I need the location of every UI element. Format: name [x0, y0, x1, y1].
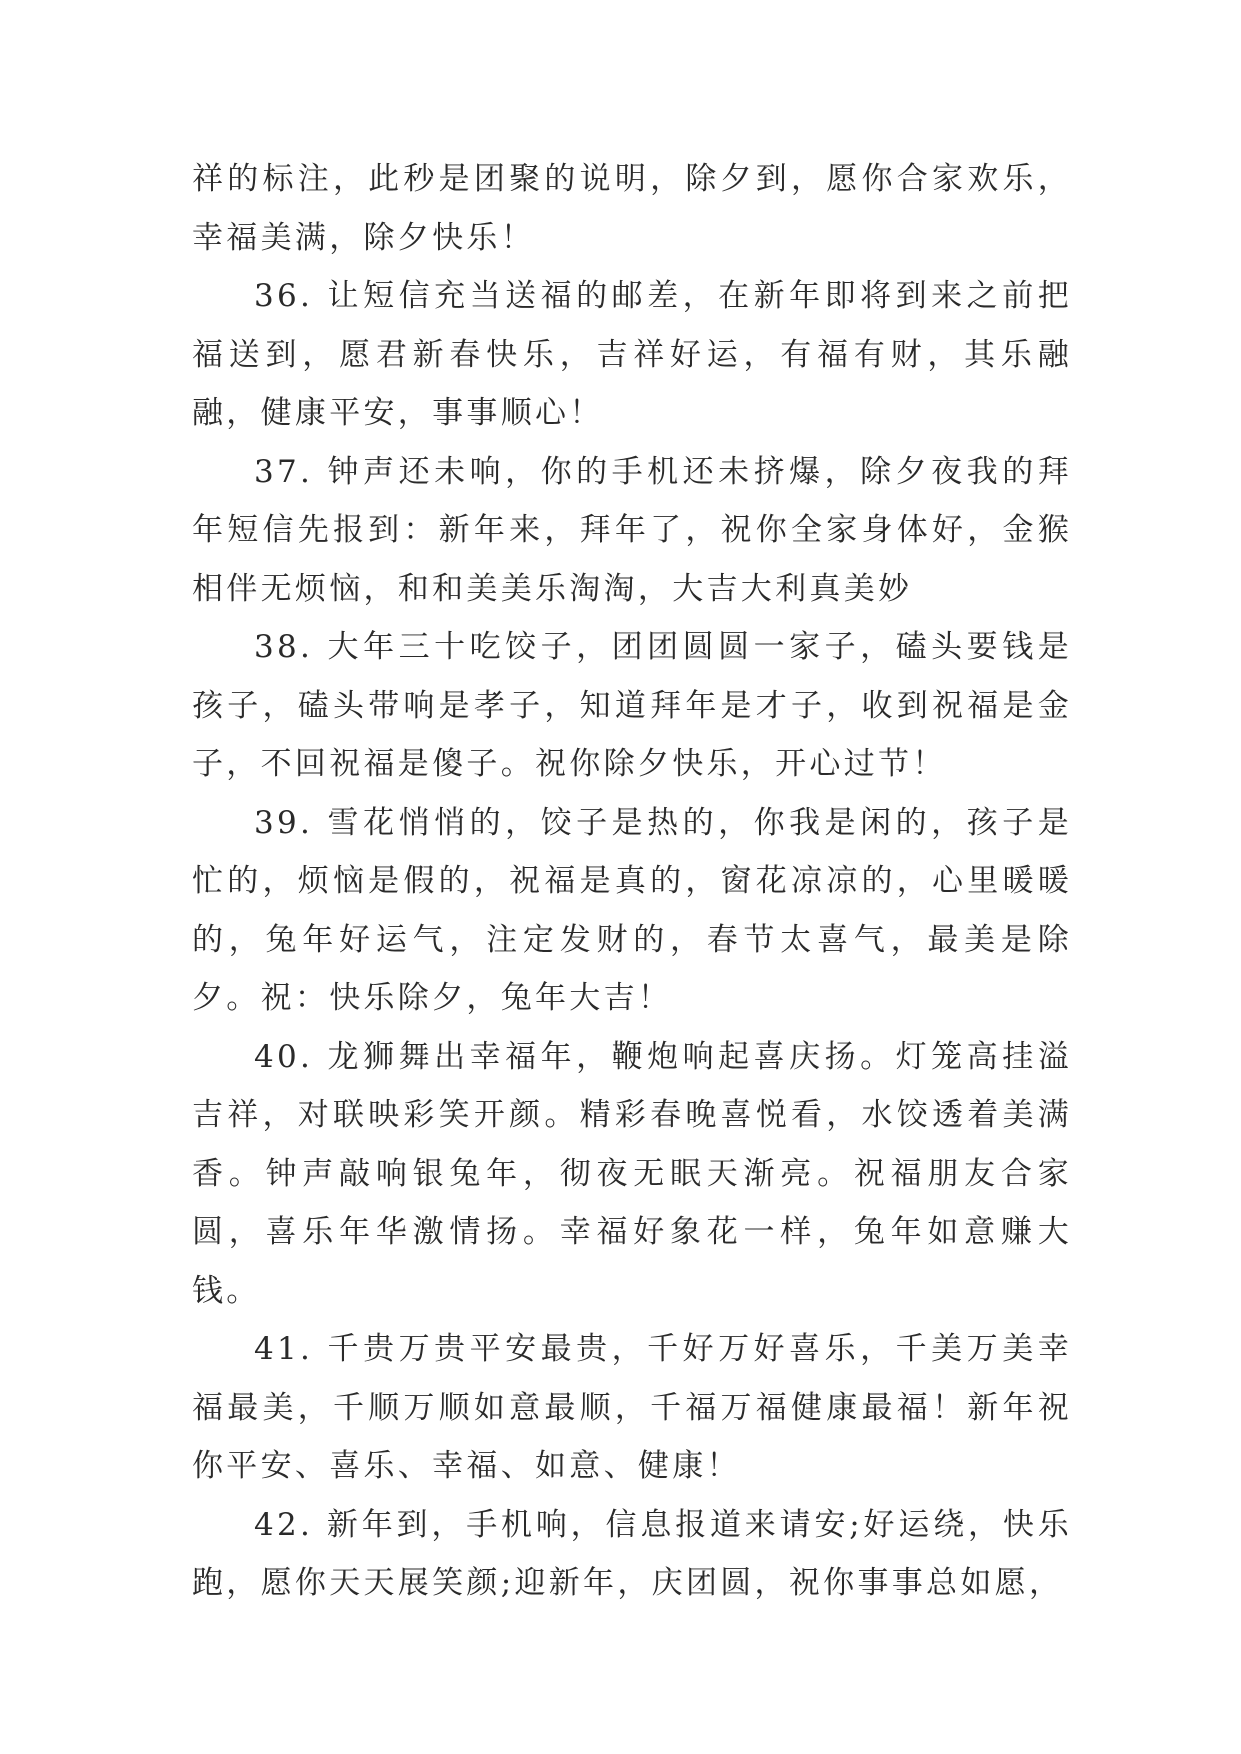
document-body: [192, 150, 1072, 1613]
paragraph-36: 36. 让短信充当送福的邮差，在新年即将到来之前把福送到，愿君新春快乐，吉祥好运，有福有财，其乐融融，健康平安，事事顺心！: [192, 278, 1072, 431]
paragraph-39: 39. 雪花悄悄的，饺子是热的，你我是闲的，孩子是忙的，烦恼是假的，祝福是真的，窗花凉凉的，心里暖暖的，兔年好运气，注定发财的，春节太喜气，最美是除夕。祝：快乐除夕，兔年大吉！: [192, 804, 1072, 1016]
paragraph-40: 40. 龙狮舞出幸福年，鞭炮响起喜庆扬。灯笼高挂溢吉祥，对联映彩笑开颜。精彩春晚喜悦看，水饺透着美满香。钟声敲响银兔年，彻夜无眠天渐亮。祝福朋友合家圆，喜乐年华激情扬。幸福好象花一样，兔年如意赚大钱。: [192, 1038, 1072, 1309]
paragraph-38: 38. 大年三十吃饺子，团团圆圆一家子，磕头要钱是孩子，磕头带响是孝子，知道拜年是才子，收到祝福是金子，不回祝福是傻子。祝你除夕快乐，开心过节！: [192, 629, 1072, 782]
paragraph-continuation: 祥的标注，此秒是团聚的说明，除夕到，愿你合家欢乐，幸福美满，除夕快乐！: [192, 161, 1072, 256]
paragraph-42: 42. 新年到，手机响，信息报道来请安;好运绕，快乐跑，愿你天天展笑颜;迎新年，庆团圆，祝你事事总如愿，: [192, 1506, 1072, 1601]
paragraph-41: 41. 千贵万贵平安最贵，千好万好喜乐，千美万美幸福最美，千顺万顺如意最顺，千福万福健康最福！新年祝你平安、喜乐、幸福、如意、健康！: [192, 1331, 1072, 1484]
paragraph-37: 37. 钟声还未响，你的手机还未挤爆，除夕夜我的拜年短信先报到：新年来，拜年了，祝你全家身体好，金猴相伴无烦恼，和和美美乐淘淘，大吉大利真美妙: [192, 453, 1072, 607]
